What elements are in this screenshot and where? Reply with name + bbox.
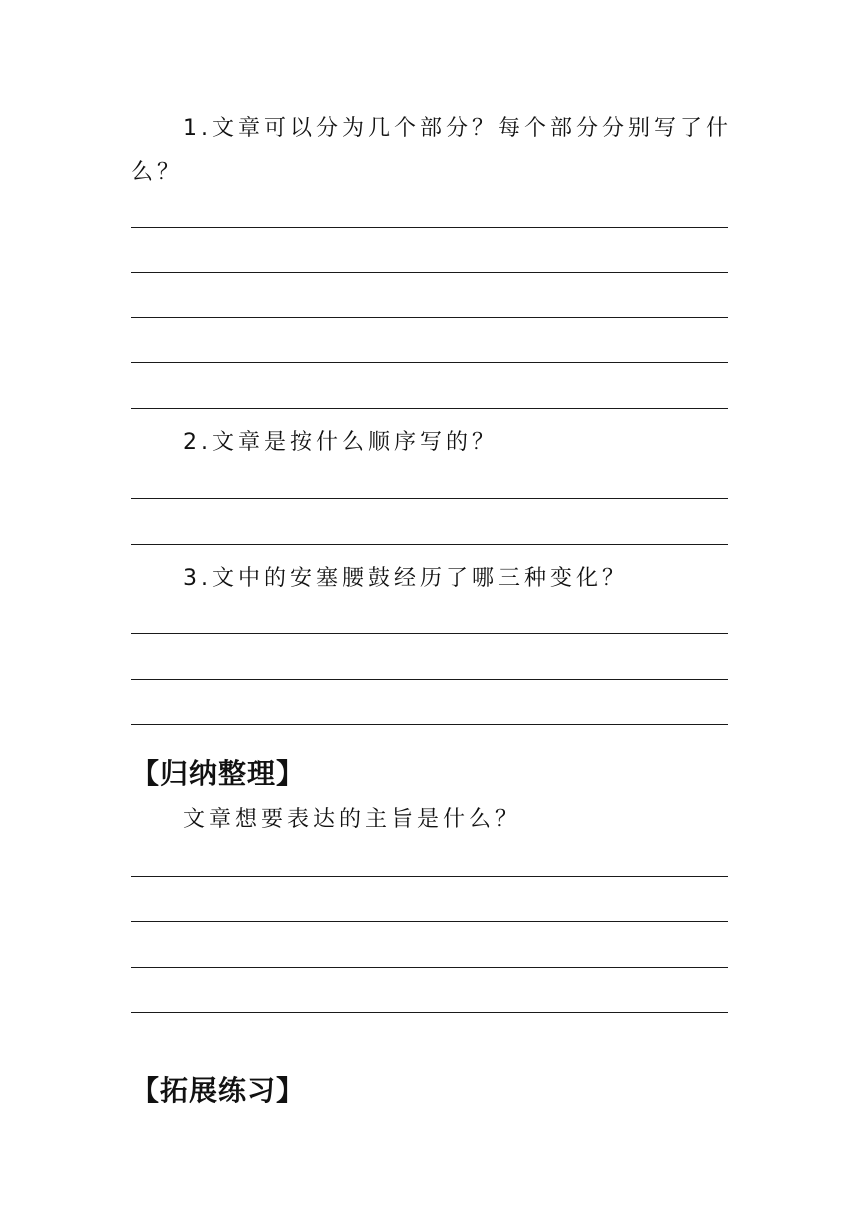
answer-line[interactable] — [131, 272, 728, 273]
answer-line[interactable] — [131, 498, 728, 499]
question-2-text: 2.文章是按什么顺序写的？ — [183, 430, 498, 455]
question-3-text: 3.文中的安塞腰鼓经历了哪三种变化？ — [183, 566, 628, 591]
answer-line[interactable] — [131, 633, 728, 634]
answer-line[interactable] — [131, 227, 728, 228]
answer-line[interactable] — [131, 362, 728, 363]
answer-line[interactable] — [131, 679, 728, 680]
answer-line[interactable] — [131, 921, 728, 922]
answer-line[interactable] — [131, 876, 728, 877]
answer-line[interactable] — [131, 724, 728, 725]
summary-question-text: 文章想要表达的主旨是什么？ — [183, 807, 522, 832]
question-1-text: 1.文章可以分为几个部分？每个部分分别写了什 — [183, 116, 732, 141]
answer-line[interactable] — [131, 317, 728, 318]
summary-heading: 【归纳整理】 — [131, 757, 306, 790]
practice-heading: 【拓展练习】 — [131, 1074, 306, 1107]
answer-line[interactable] — [131, 544, 728, 545]
answer-line[interactable] — [131, 408, 728, 409]
question-1-text-continued: 么？ — [131, 160, 184, 185]
answer-line[interactable] — [131, 967, 728, 968]
answer-line[interactable] — [131, 1012, 728, 1013]
